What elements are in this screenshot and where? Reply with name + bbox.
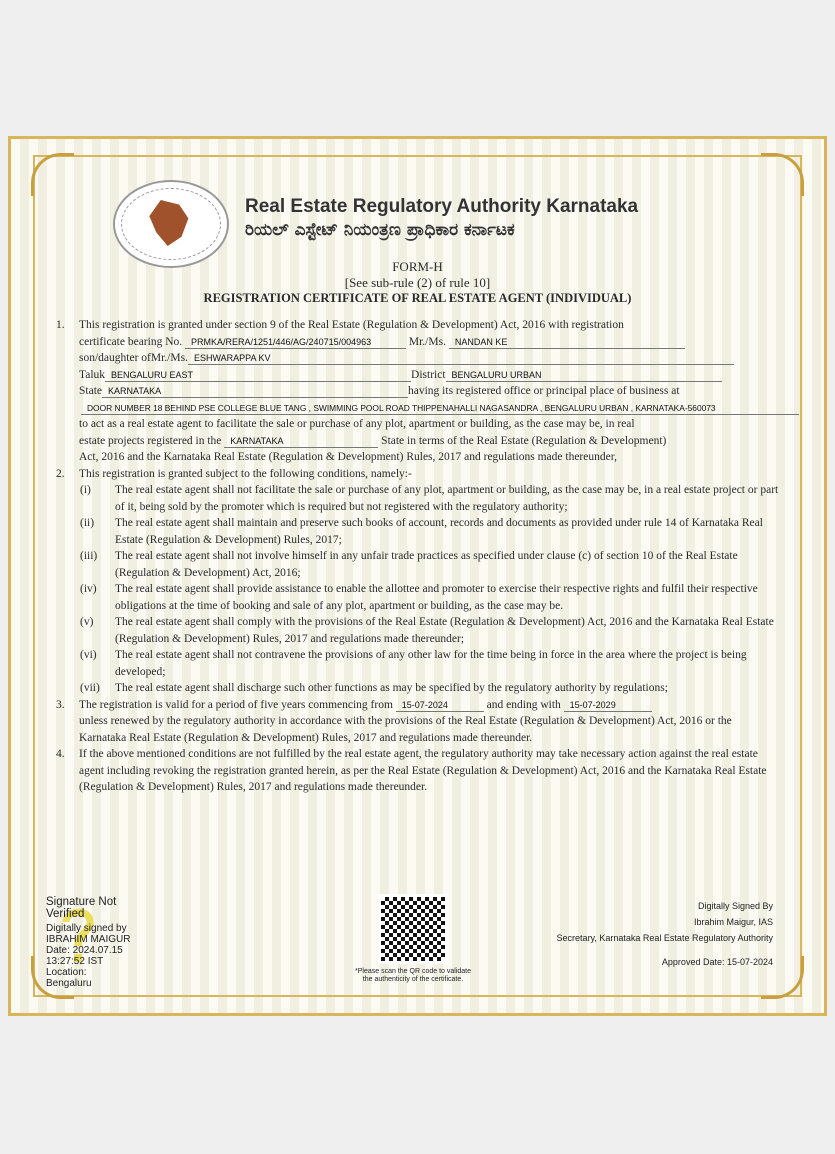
- condition-number: (iv): [80, 583, 97, 595]
- text: unless renewed by the regulatory authority in accordance with the provisions of the Real Estate (Regulation & Development) Act, 2016 or the Karnataka Real Estate (Regulation & Development) Rules, 2017 and regulations made thereunder.: [79, 715, 732, 744]
- condition-text: The real estate agent shall not contravene the provisions of any other law for the time being in force in the area where the project is being developed;: [115, 649, 747, 678]
- taluk: BENGALURU EAST: [105, 369, 411, 382]
- signatory-name: Ibrahim Maigur, IAS: [693, 917, 773, 927]
- valid-from-date: 15-07-2024: [396, 699, 484, 712]
- condition-number: (i): [80, 484, 91, 496]
- text: Bengaluru: [46, 978, 92, 989]
- rule-reference: [See sub-rule (2) of rule 10]: [344, 275, 491, 290]
- parent-name: ESHWARAPPA KV: [188, 352, 734, 365]
- text: *Please scan the QR code to validate: [355, 968, 471, 975]
- text: This registration is granted subject to the following conditions, namely:-: [79, 467, 412, 480]
- signature-block: [46, 896, 130, 989]
- signatory-title: Secretary, Karnataka Real Estate Regulatory Authority: [556, 933, 773, 943]
- condition-item: [56, 614, 781, 647]
- condition-text: The real estate agent shall not facilitate the sale or purchase of any plot, apartment or building, as the case may be, in a real estate project or part of it, being sold by the promoter which is required but not registered with the regulatory authority;: [115, 484, 779, 513]
- agent-name: NANDAN KE: [449, 336, 685, 349]
- condition-text: The real estate agent shall comply with the provisions of the Real Estate (Regulation & Development) Act, 2016 and the Karnataka Real Estate (Regulation & Development) Rules, 2017 and regulations made thereunder;: [115, 616, 774, 645]
- condition-text: The real estate agent shall provide assistance to enable the allottee and promoter to exercise their respective rights and fulfil their respective obligations at the time of booking and sale of any plot, apartment or building, as the case may be.: [115, 583, 758, 612]
- authority-title-kannada: ರಿಯಲ್ ಎಸ್ಟೇಟ್ ನಿಯಂತ್ರಣ ಪ್ರಾಧಿಕಾರ ಕರ್ನಾಟಕ: [245, 220, 515, 240]
- text: Act, 2016 and the Karnataka Real Estate (Regulation & Development) Rules, 2017 and regulations made thereunder,: [79, 451, 617, 463]
- text: estate projects registered in the: [79, 434, 222, 447]
- para-number: 4.: [56, 748, 65, 760]
- valid-to-date: 15-07-2029: [564, 699, 652, 712]
- condition-item: [56, 647, 781, 680]
- qr-note: [320, 968, 506, 984]
- para-number: 1.: [56, 319, 65, 331]
- condition-item: [56, 581, 781, 614]
- text: certificate bearing No.: [79, 335, 183, 348]
- text: Mr./Ms.: [408, 335, 446, 348]
- text: having its registered office or principal place of business at: [408, 385, 680, 397]
- condition-item: [56, 548, 781, 581]
- text: State in terms of the Real Estate (Regulation & Development): [381, 434, 667, 447]
- condition-text: The real estate agent shall discharge such other functions as may be specified by the regulatory authority by regulations;: [115, 682, 668, 694]
- condition-number: (ii): [80, 517, 95, 529]
- condition-item: [56, 515, 781, 548]
- district: BENGALURU URBAN: [446, 369, 722, 382]
- condition-text: The real estate agent shall not involve himself in any unfair trade practices as specified under clause (c) of section 10 of the Real Estate (Regulation & Development) Act, 2016;: [115, 550, 738, 579]
- condition-item: [56, 680, 781, 697]
- form-name: FORM-H: [392, 259, 443, 274]
- approved-date: Approved Date: 15-07-2024: [661, 957, 773, 967]
- text: IBRAHIM MAIGUR: [46, 934, 131, 945]
- authority-title: Real Estate Regulatory Authority Karnataka: [245, 196, 639, 217]
- business-address: DOOR NUMBER 18 BEHIND PSE COLLEGE BLUE TANG , SWIMMING POOL ROAD THIPPENAHALLI NAGASANDRA , BENGALURU URBAN , KARNATAKA-560073: [81, 402, 799, 415]
- condition-number: (iii): [80, 550, 98, 562]
- registration-number: PRMKA/RERA/1251/446/AG/240715/004963: [185, 336, 406, 349]
- certificate-body: [56, 317, 781, 796]
- state: KARNATAKA: [102, 385, 408, 398]
- text: the authenticity of the certificate.: [362, 976, 464, 983]
- text: Date: 2024.07.15: [46, 945, 123, 956]
- text: Location:: [46, 967, 87, 978]
- text: Digitally Signed By: [697, 901, 773, 911]
- para-number: 3.: [56, 698, 65, 711]
- text: and ending with: [486, 698, 561, 711]
- text: District: [411, 368, 446, 381]
- registered-state: KARNATAKA: [224, 435, 378, 448]
- text: If the above mentioned conditions are not fulfilled by the real estate agent, the regulatory authority may take necessary action against the real estate agent including revoking the registration granted herein, as per the Real Estate (Regulation & Development) Act, 2016 and the Karnataka Real Estate (Regulation & Development) Rules, 2017 and regulations made thereunder.: [79, 748, 767, 793]
- certificate-heading: REGISTRATION CERTIFICATE OF REAL ESTATE AGENT (INDIVIDUAL): [203, 291, 632, 305]
- text: This registration is granted under section 9 of the Real Estate (Regulation & Development) Act, 2016 with registration: [79, 319, 624, 331]
- rera-karnataka-seal-logo: [113, 180, 229, 268]
- signature-status: Signature Not Verified: [46, 896, 117, 920]
- text: State: [79, 385, 102, 397]
- text: son/daughter ofMr./Ms.: [79, 352, 188, 364]
- condition-text: The real estate agent shall maintain and preserve such books of account, records and documents as provided under rule 14 of Karnataka Real Estate (Regulation & Development) Rules, 2017;: [115, 517, 763, 546]
- text: The registration is valid for a period of five years commencing from: [79, 698, 393, 711]
- condition-number: (vii): [80, 682, 100, 694]
- qr-code[interactable]: [378, 894, 448, 964]
- condition-number: (vi): [80, 649, 97, 661]
- text: Taluk: [79, 368, 106, 381]
- digital-signature-info: [557, 898, 773, 970]
- condition-number: (v): [80, 616, 94, 628]
- text: to act as a real estate agent to facilitate the sale or purchase of any plot, apartment or building, as the case may be, in real: [79, 418, 635, 430]
- para-number: 2.: [56, 467, 65, 480]
- condition-item: [56, 482, 781, 515]
- text: 13:27:52 IST: [46, 956, 104, 967]
- text: Digitally signed by: [46, 923, 127, 934]
